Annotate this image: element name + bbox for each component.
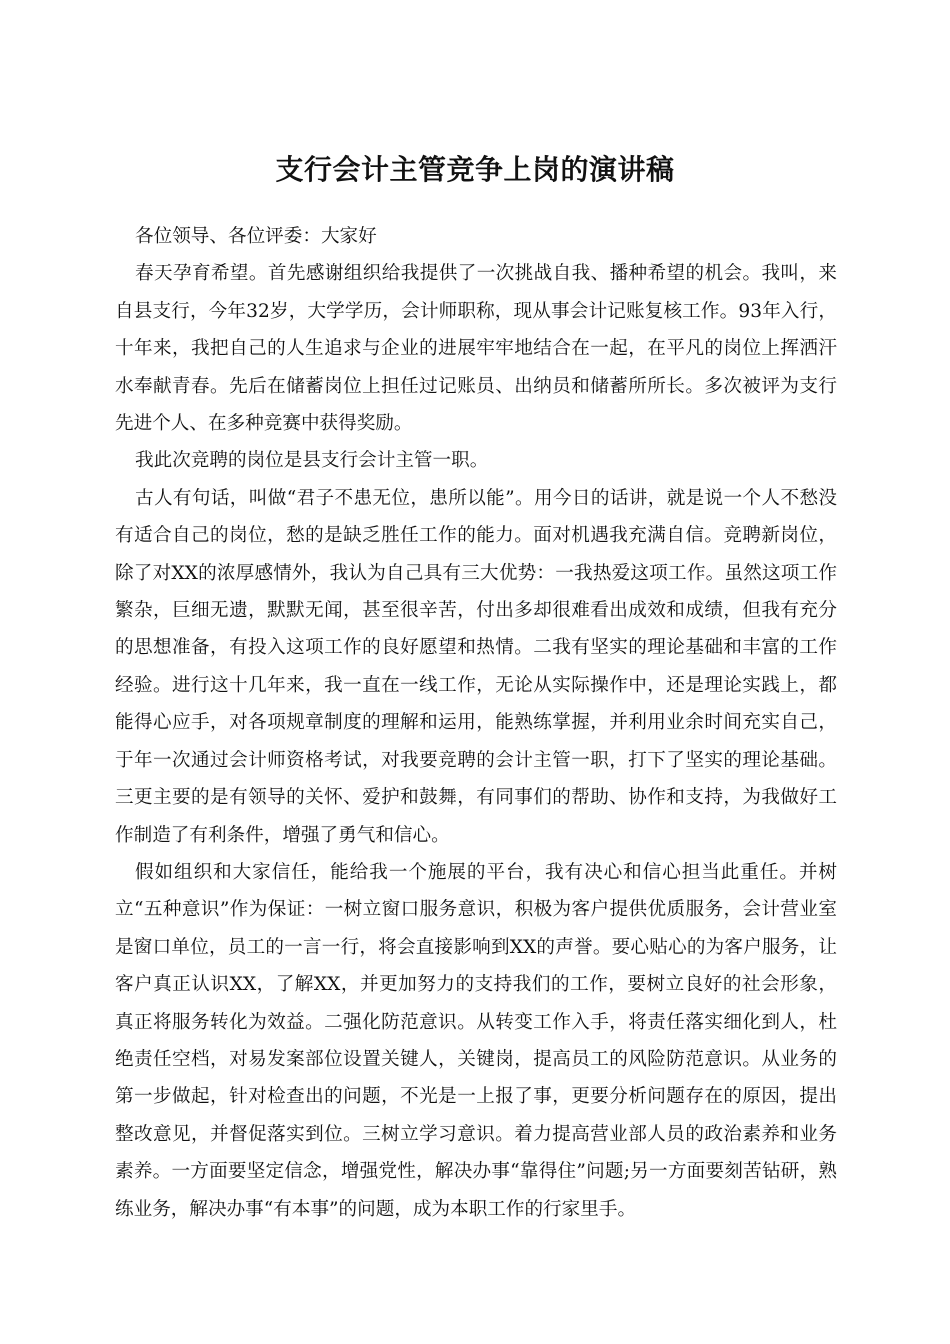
document-title: 支行会计主管竞争上岗的演讲稿 xyxy=(275,152,675,186)
document-body xyxy=(115,218,837,1228)
position-paragraph: 我此次竞聘的岗位是县支行会计主管一职。 xyxy=(135,450,489,472)
advantages-paragraph: 古人有句话，叫做“君子不患无位，患所以能”。用今日的话讲，就是说一个人不愁没有适合自己的岗位，愁的是缺乏胜任工作的能力。面对机遇我充满自信。竞聘新岗位，除了对XX的浓厚感情外，我认为自己具有三大优势：一我热爱这项工作。虽然这项工作繁杂，巨细无遗，默默无闻，甚至很辛苦，付出多却很难看出成效和成绩，但我有充分的思想准备，有投入这项工作的良好愿望和热情。二我有坚实的理论基础和丰富的工作经验。进行这十几年来，我一直在一线工作，无论从实际操作中，还是理论实践上，都能得心应手，对各项规章制度的理解和运用，能熟练掌握，并利用业余时间充实自己，于年一次通过会计师资格考试，对我要竞聘的会计主管一职，打下了坚实的理论基础。三更主要的是有领导的关怀、爱护和鼓舞，有同事们的帮助、协作和支持，为我做好工作制造了有利条件，增强了勇气和信心。 xyxy=(115,487,837,846)
introduction-paragraph: 春天孕育希望。首先感谢组织给我提供了一次挑战自我、播种希望的机会。我叫，来自县支行，今年32岁，大学学历，会计师职称，现从事会计记账复核工作。93年入行，十年来，我把自己的人生追求与企业的进展牢牢地结合在一起，在平凡的岗位上挥洒汗水奉献青春。先后在储蓄岗位上担任过记账员、出纳员和储蓄所所长。多次被评为支行先进个人、在多种竞赛中获得奖励。 xyxy=(115,263,837,435)
commitment-paragraph: 假如组织和大家信任，能给我一个施展的平台，我有决心和信心担当此重任。并树立“五种意识”作为保证：一树立窗口服务意识，积极为客户提供优质服务，会计营业室是窗口单位，员工的一言一行，将会直接影响到XX的声誉。要心贴心的为客户服务，让客户真正认识XX，了解XX，并更加努力的支持我们的工作，要树立良好的社会形象，真正将服务转化为效益。二强化防范意识。从转变工作入手，将责任落实细化到人，杜绝责任空档，对易发案部位设置关键人，关键岗，提高员工的风险防范意识。从业务的第一步做起，针对检查出的问题，不光是一上报了事，更要分析问题存在的原因，提出整改意见，并督促落实到位。三树立学习意识。着力提高营业部人员的政治素养和业务素养。一方面要坚定信念，增强党性，解决办事“靠得住”问题;另一方面要刻苦钻研，熟练业务，解决办事“有本事”的问题，成为本职工作的行家里手。 xyxy=(115,861,837,1220)
salutation-paragraph: 各位领导、各位评委：大家好 xyxy=(135,226,377,247)
